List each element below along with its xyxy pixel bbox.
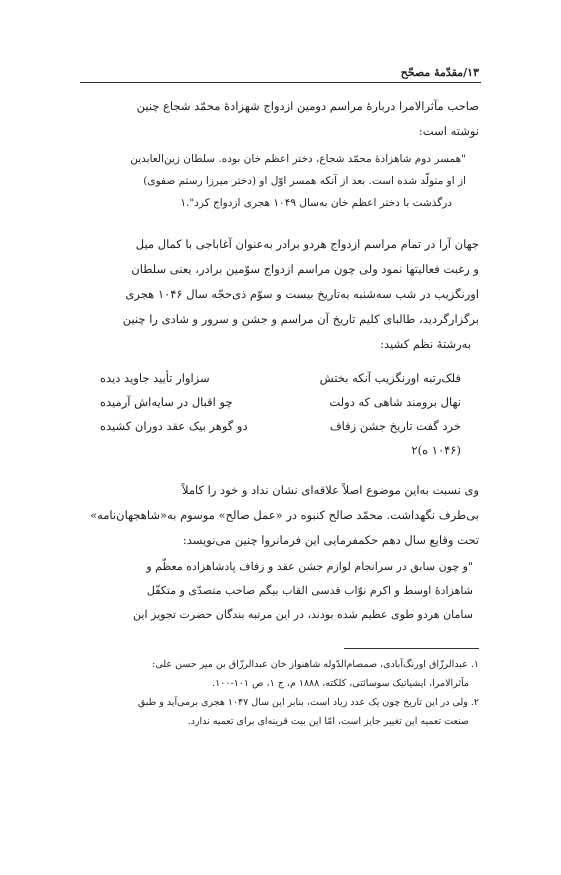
quote-line: سامان هردو طوی عظیم شده بودند، در این مرتبه بندگان حضرت تجویز این	[133, 608, 473, 621]
intro-line: نوشته است:	[418, 124, 479, 138]
intro-paragraph	[82, 94, 479, 144]
paragraph-line: جهان آرا در تمام مراسم ازدواج هردو برادر به‌عنوان آغاباجی با کمال میل	[135, 237, 479, 251]
body-paragraph	[82, 232, 479, 357]
poem-verse	[100, 414, 461, 438]
quote-line: از او متولّد شده است. بعد از آنکه همسر اوّل او (دختر میرزا رستم صفوی)	[143, 175, 466, 187]
paragraph-line: برگزارگردید، طالبای کلیم تاریخ آن مراسم و جشن و سرور و شادی را چنین	[122, 312, 479, 326]
poem-verse	[100, 390, 461, 414]
paragraph-line: به‌رشتهٔ نظم کشید:	[380, 337, 471, 351]
paragraph-line: بی‌طرف نگهداشت. محمّد صالح کنبوه در «عمل صالح» موسوم به«شاهجهان‌نامه»	[90, 508, 479, 522]
intro-line: صاحب مآثرالامرا دربارهٔ مراسم دومین ازدواج شهزادهٔ محمّد شجاع چنین	[136, 99, 479, 113]
footnote-line: صنعت تعمیه این تغییر جایز است، امّا این بیت قرینه‌ای برای تعمیه ندارد.	[187, 716, 469, 727]
footnote-divider	[344, 648, 479, 649]
paragraph-line: تحت وقایع سال دهم حکمفرمایی این فرمانروا چنین می‌نویسد:	[182, 533, 479, 547]
quote-line: درگذشت با دختر اعظم خان به‌سال ۱۰۴۹ هجری ازدواج کرد".۱	[180, 197, 452, 209]
quote-line: شاهزادهٔ اوسط و اکرم نوّاب قدسی القاب بیگم صاحب متصدّی و متکفّل	[146, 584, 473, 597]
hemistich: فلک‌رتبه اورنگزیب آنکه بختش	[319, 371, 461, 385]
paragraph-line: اورنگزیب در شب سه‌شنبه به‌تاریخ بیست و سوّم ذی‌حجّه سال ۱۰۴۶ هجری	[125, 287, 479, 301]
poem-verse	[100, 366, 461, 390]
hemistich: نهال برومند شاهی که دولت	[329, 395, 461, 409]
footnote-line: ۲. ولی در این تاریخ چون یک عدد زیاد است، بنابر این سال ۱۰۴۷ هجری برمی‌آید و طبق	[137, 697, 479, 708]
body-paragraph	[82, 478, 479, 553]
running-header: ۱۳/مقدّمهٔ مصحّح	[400, 66, 479, 79]
hemistich: خرد گفت تاریخ جشن زفاف	[329, 419, 461, 433]
footnotes	[82, 655, 479, 731]
footnote-line: مآثرالامرا، ایشیاتیک سوسائتی، کلکته، ۱۸۸۸ م، ج ۱، ص ۱۰۱-۱۰۰.	[212, 678, 469, 689]
header-divider	[80, 82, 481, 83]
footnote-line: ۱. عبدالرزّاق اورنگ‌آبادی، صمصام‌الدّوله شاهنواز خان عبدالرزّاق بن میر حسن علی:	[152, 659, 479, 670]
paragraph-line: وی نسبت به‌این موضوع اصلاً علاقه‌ای نشان نداد و خود را کاملاً	[181, 483, 479, 497]
hemistich: سزاوار تأیید جاوید دیده	[100, 371, 210, 385]
paragraph-line: و رغبت فعالیتها نمود ولی چون مراسم ازدواج سوّمین برادر، یعنی سلطان	[131, 262, 479, 276]
quote-line: "همسر دوم شاهزادهٔ محمّد شجاع، دختر اعظم خان بوده. سلطان زین‌العابدین	[130, 153, 466, 165]
quote-line: "و چون سابق در سرانجام لوازم جشن عقد و زفاف پادشاهزاده معظّم و	[146, 560, 473, 573]
poem-block	[100, 366, 461, 462]
hemistich: دو گوهر بیک عقد دوران کشیده	[100, 419, 248, 433]
quotation-block	[96, 148, 466, 214]
poem-date-row	[100, 438, 461, 462]
hemistich: چو اقبال در سایه‌اش آرمیده	[100, 395, 233, 409]
poem-date: (۱۰۴۶ ه)۲	[411, 443, 461, 457]
quotation-block	[88, 555, 473, 627]
